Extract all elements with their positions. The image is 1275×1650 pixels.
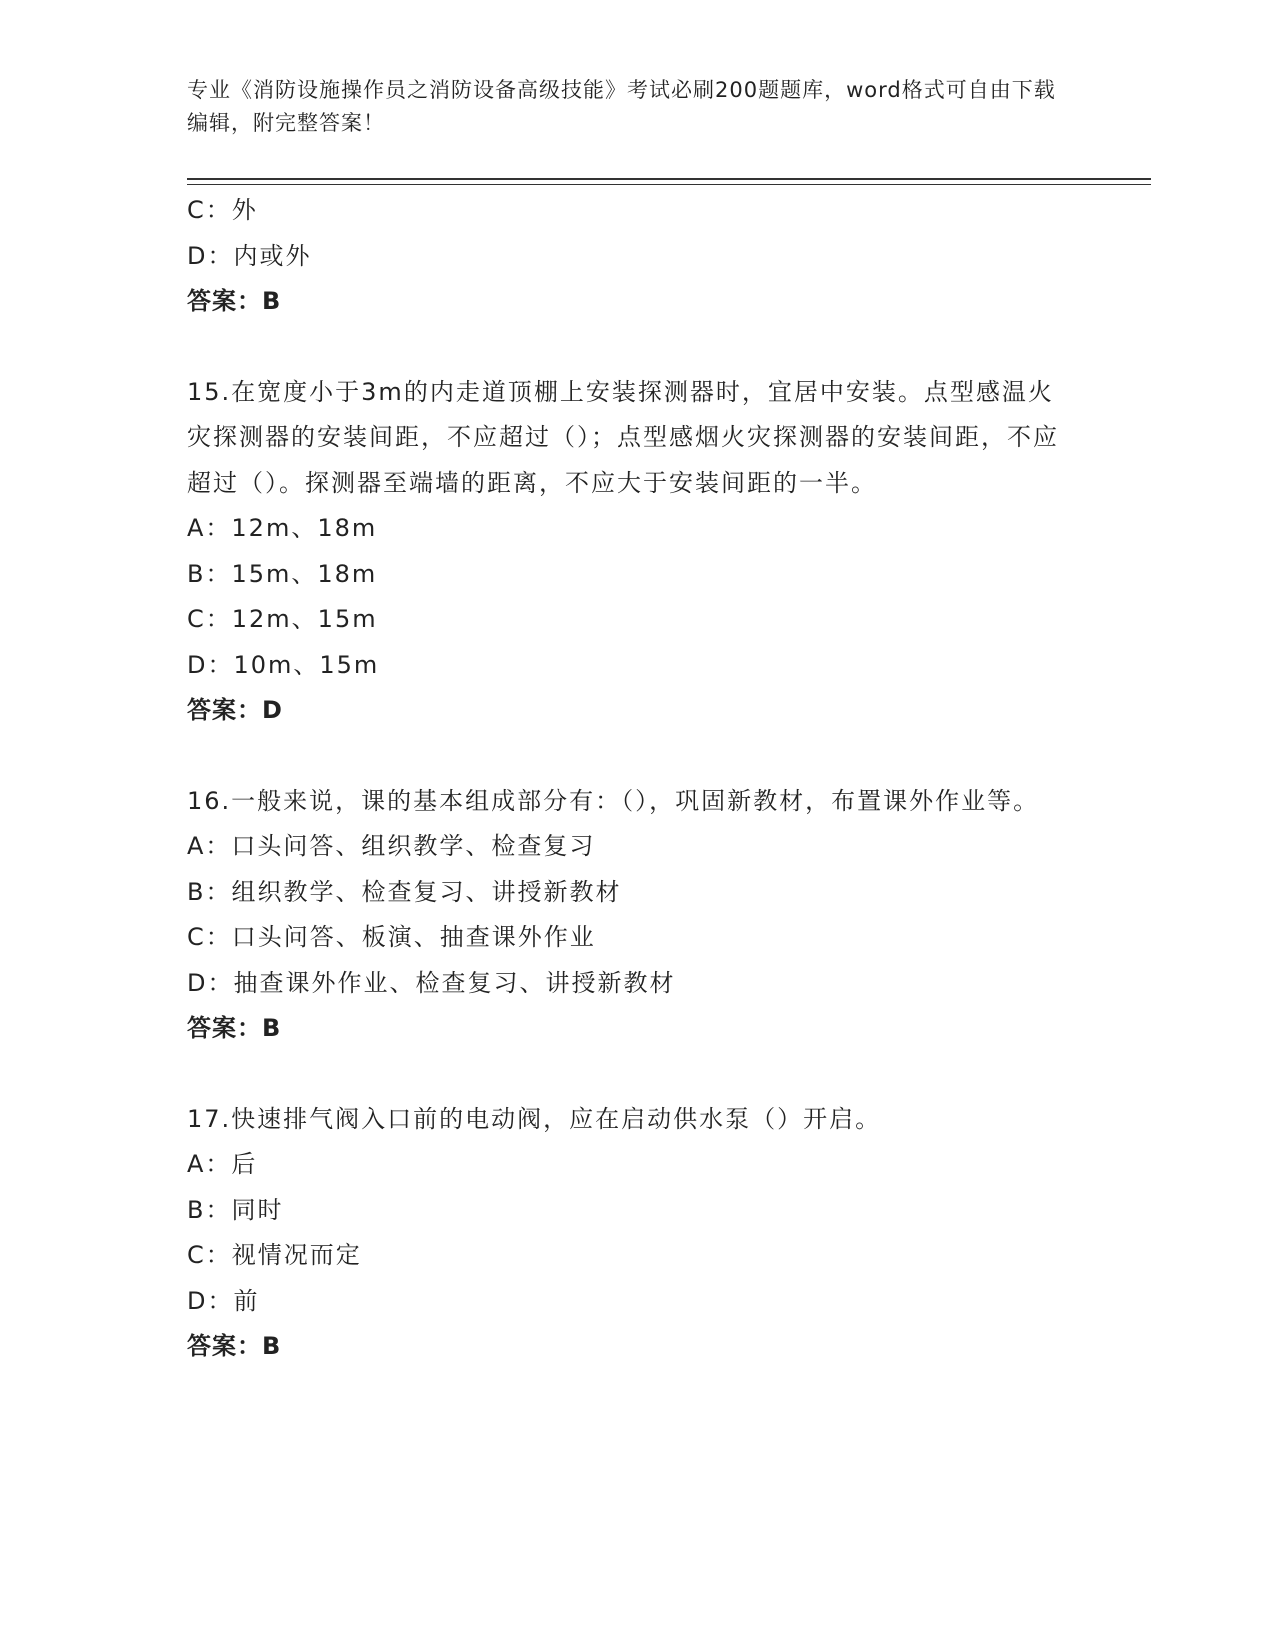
option-d: D：前 [187,1286,260,1315]
page-header [187,74,1067,140]
option-a: A：口头问答、组织教学、检查复习 [187,832,596,860]
header-divider-thin [187,184,1151,185]
answer-line: 答案：D [187,696,283,724]
option-b: B：同时 [187,1195,284,1224]
option-c: C：外 [187,196,258,224]
spacer [187,1052,1067,1097]
option-d: D：内或外 [187,241,312,270]
spacer [187,734,1067,779]
option-d: D：10m、15m [187,650,380,679]
previous-question-tail [187,188,1067,325]
question-stem: 15.在宽度小于3m的内走道顶棚上安装探测器时，宜居中安装。点型感温火灾探测器的安装间距，不应超过（）；点型感烟火灾探测器的安装间距，不应超过（）。探测器至端墙的距离，不应大于安装间距的一半。 [187,377,1059,497]
option-c: C：12m、15m [187,605,378,633]
question-17 [187,1097,1067,1370]
option-c: C：视情况而定 [187,1241,362,1269]
question-stem: 16.一般来说，课的基本组成部分有：（），巩固新教材，布置课外作业等。 [187,786,1040,815]
option-b: B：15m、18m [187,559,378,588]
option-a: A：后 [187,1150,258,1178]
option-b: B：组织教学、检查复习、讲授新教材 [187,877,622,906]
spacer [187,325,1067,370]
option-d: D：抽查课外作业、检查复习、讲授新教材 [187,968,676,997]
answer-line: 答案：B [187,287,282,315]
header-title: 专业《消防设施操作员之消防设备高级技能》考试必刷200题题库，word格式可自由下载编辑，附完整答案！ [187,78,1056,135]
answer-line: 答案：B [187,1014,282,1042]
header-divider-thick [187,178,1151,180]
option-c: C：口头问答、板演、抽查课外作业 [187,923,596,951]
document-body [187,188,1067,1370]
option-a: A：12m、18m [187,514,378,542]
answer-line: 答案：B [187,1332,282,1360]
question-stem: 17.快速排气阀入口前的电动阀，应在启动供水泵（）开启。 [187,1104,882,1133]
question-16 [187,779,1067,1052]
question-15 [187,370,1067,734]
